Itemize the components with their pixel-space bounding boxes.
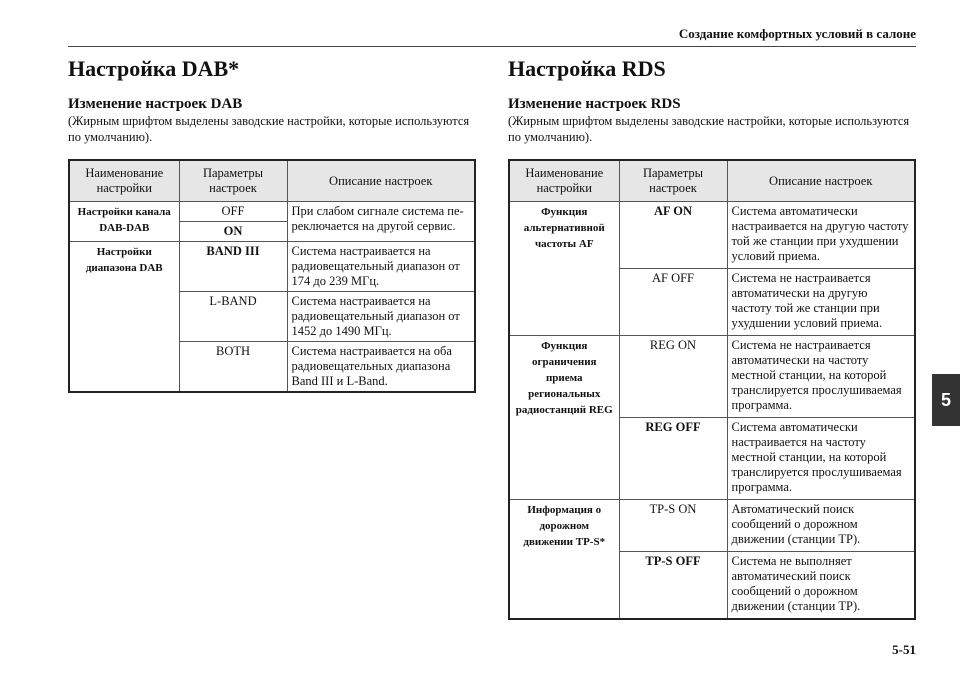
setting-param-default: AF ON	[619, 202, 727, 269]
column-header: Описание настроек	[287, 160, 475, 202]
table-row	[69, 242, 475, 292]
running-header: Создание комфортных условий в салоне	[678, 26, 916, 41]
setting-name: Функция ограничения приема региональных радиостанций REG	[509, 336, 619, 500]
column-header: Наименование настройки	[69, 160, 179, 202]
setting-desc: Система настраивается на радиовещательный диапазон от 1452 до 1490 МГц.	[287, 292, 475, 342]
dab-section	[68, 56, 476, 393]
table-row	[509, 202, 915, 269]
setting-param: OFF	[179, 202, 287, 222]
dab-intro: (Жирным шрифтом выделены заводские настройки, которые используются по умолчанию).	[68, 114, 470, 144]
setting-param: L-BAND	[179, 292, 287, 342]
setting-desc: Система не выполняет автоматический поиск сообщений о дорожном движении (станции TP).	[727, 552, 915, 620]
setting-param-default: TP-S OFF	[619, 552, 727, 620]
page-number: 5-51	[892, 642, 916, 657]
dab-subtitle: Изменение настроек DAB	[68, 96, 243, 112]
rds-subtitle: Изменение настроек RDS	[508, 96, 681, 112]
setting-param-default: BAND III	[179, 242, 287, 292]
column-header: Описание настроек	[727, 160, 915, 202]
setting-desc: Система автоматически настраивается на другую частоту той же станции при ухудшении условий приема.	[727, 202, 915, 269]
setting-desc: Система не настраивается автоматически на частоту местной станции, на которой транслируется прослушиваемая программа.	[727, 336, 915, 418]
setting-desc: Система не настраивается автоматически на другую частоту той же станции при ухудшении условий приема.	[727, 269, 915, 336]
setting-name: Функция альтернативной частоты AF	[509, 202, 619, 336]
setting-name: Настройки канала DAB-DAB	[69, 202, 179, 242]
setting-desc: При слабом сигнале система пе-реключается на другой сервис.	[287, 202, 475, 242]
table-row	[509, 500, 915, 552]
table-header-row	[69, 160, 475, 202]
rds-title: Настройка RDS	[508, 56, 666, 81]
rds-settings-table	[508, 159, 916, 620]
setting-param: TP-S ON	[619, 500, 727, 552]
setting-param: BOTH	[179, 342, 287, 393]
table-row	[69, 202, 475, 222]
dab-settings-table	[68, 159, 476, 393]
chapter-tab: 5	[932, 374, 960, 426]
rds-section	[508, 56, 916, 620]
setting-desc: Система настраивается на радиовещательный диапазон от 174 до 239 МГц.	[287, 242, 475, 292]
column-header: Наименование настройки	[509, 160, 619, 202]
setting-desc: Автоматический поиск сообщений о дорожном движении (станции TP).	[727, 500, 915, 552]
setting-name: Информация о дорожном движении TP-S*	[509, 500, 619, 620]
dab-title: Настройка DAB*	[68, 56, 240, 81]
rds-intro: (Жирным шрифтом выделены заводские настройки, которые используются по умолчанию).	[508, 114, 910, 144]
column-header: Параметры настроек	[619, 160, 727, 202]
setting-desc: Система настраивается на оба радиовещательных диапазона Band III и L-Band.	[287, 342, 475, 393]
table-row	[509, 336, 915, 418]
table-header-row	[509, 160, 915, 202]
setting-param-default: ON	[179, 222, 287, 242]
setting-param-default: REG OFF	[619, 418, 727, 500]
setting-param: REG ON	[619, 336, 727, 418]
setting-desc: Система автоматически настраивается на частоту местной станции, на которой транслируется прослушиваемая программа.	[727, 418, 915, 500]
column-header: Параметры настроек	[179, 160, 287, 202]
header-rule	[68, 46, 916, 47]
setting-param: AF OFF	[619, 269, 727, 336]
setting-name: Настройки диапазона DAB	[69, 242, 179, 393]
